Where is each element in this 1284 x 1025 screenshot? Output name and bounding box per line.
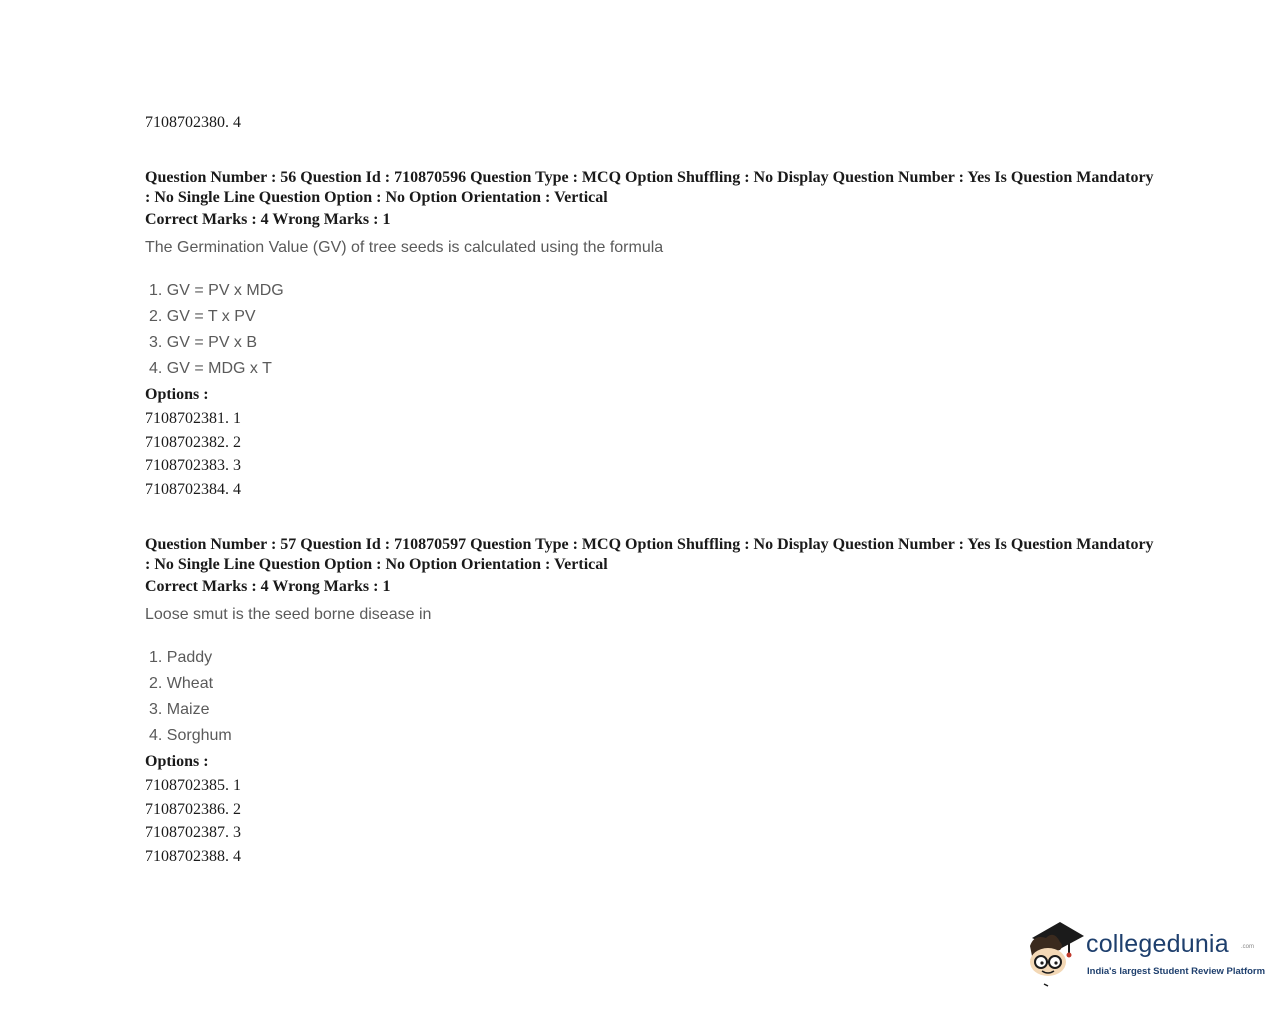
option-line: 7108702385. 1 bbox=[145, 777, 241, 794]
choice-item: 4. Sorghum bbox=[149, 727, 232, 744]
option-line: 7108702386. 2 bbox=[145, 801, 241, 818]
marks-line: Correct Marks : 4 Wrong Marks : 1 bbox=[145, 578, 391, 595]
choice-item: 4. GV = MDG x T bbox=[149, 360, 272, 377]
option-line: 7108702382. 2 bbox=[145, 434, 241, 451]
marks-line: Correct Marks : 4 Wrong Marks : 1 bbox=[145, 211, 391, 228]
question-stem: Loose smut is the seed borne disease in bbox=[145, 606, 432, 623]
question-stem: The Germination Value (GV) of tree seeds is calculated using the formula bbox=[145, 239, 664, 256]
brand-tagline: India's largest Student Review Platform bbox=[1087, 966, 1266, 977]
choice-item: 2. Wheat bbox=[149, 675, 214, 692]
mascot-icon bbox=[1024, 916, 1086, 988]
brand-name: collegedunia bbox=[1086, 930, 1229, 958]
choice-item: 1. Paddy bbox=[149, 649, 213, 666]
option-line: 7108702387. 3 bbox=[145, 824, 241, 841]
question-header: Question Number : 57 Question Id : 710870597 Question Type : MCQ Option Shuffling : No Display Question Number : Yes Is Question Mandatory : No Single Line Question Option : No Option Orientation : Vertical bbox=[145, 536, 1154, 573]
options-label: Options : bbox=[145, 753, 209, 770]
option-line: 7108702384. 4 bbox=[145, 481, 241, 498]
choice-item: 3. Maize bbox=[149, 701, 210, 718]
option-line: 7108702388. 4 bbox=[145, 848, 241, 865]
choice-item: 1. GV = PV x MDG bbox=[149, 282, 284, 299]
question-header: Question Number : 56 Question Id : 710870596 Question Type : MCQ Option Shuffling : No Display Question Number : Yes Is Question Mandatory : No Single Line Question Option : No Option Orientation : Vertical bbox=[145, 169, 1154, 206]
options-label: Options : bbox=[145, 386, 209, 403]
option-line: 7108702381. 1 bbox=[145, 410, 241, 427]
option-line: 7108702383. 3 bbox=[145, 457, 241, 474]
option-line: 7108702380. 4 bbox=[145, 114, 241, 131]
choice-item: 2. GV = T x PV bbox=[149, 308, 256, 325]
brand-domain: .com bbox=[1241, 944, 1255, 950]
choice-item: 3. GV = PV x B bbox=[149, 334, 258, 351]
